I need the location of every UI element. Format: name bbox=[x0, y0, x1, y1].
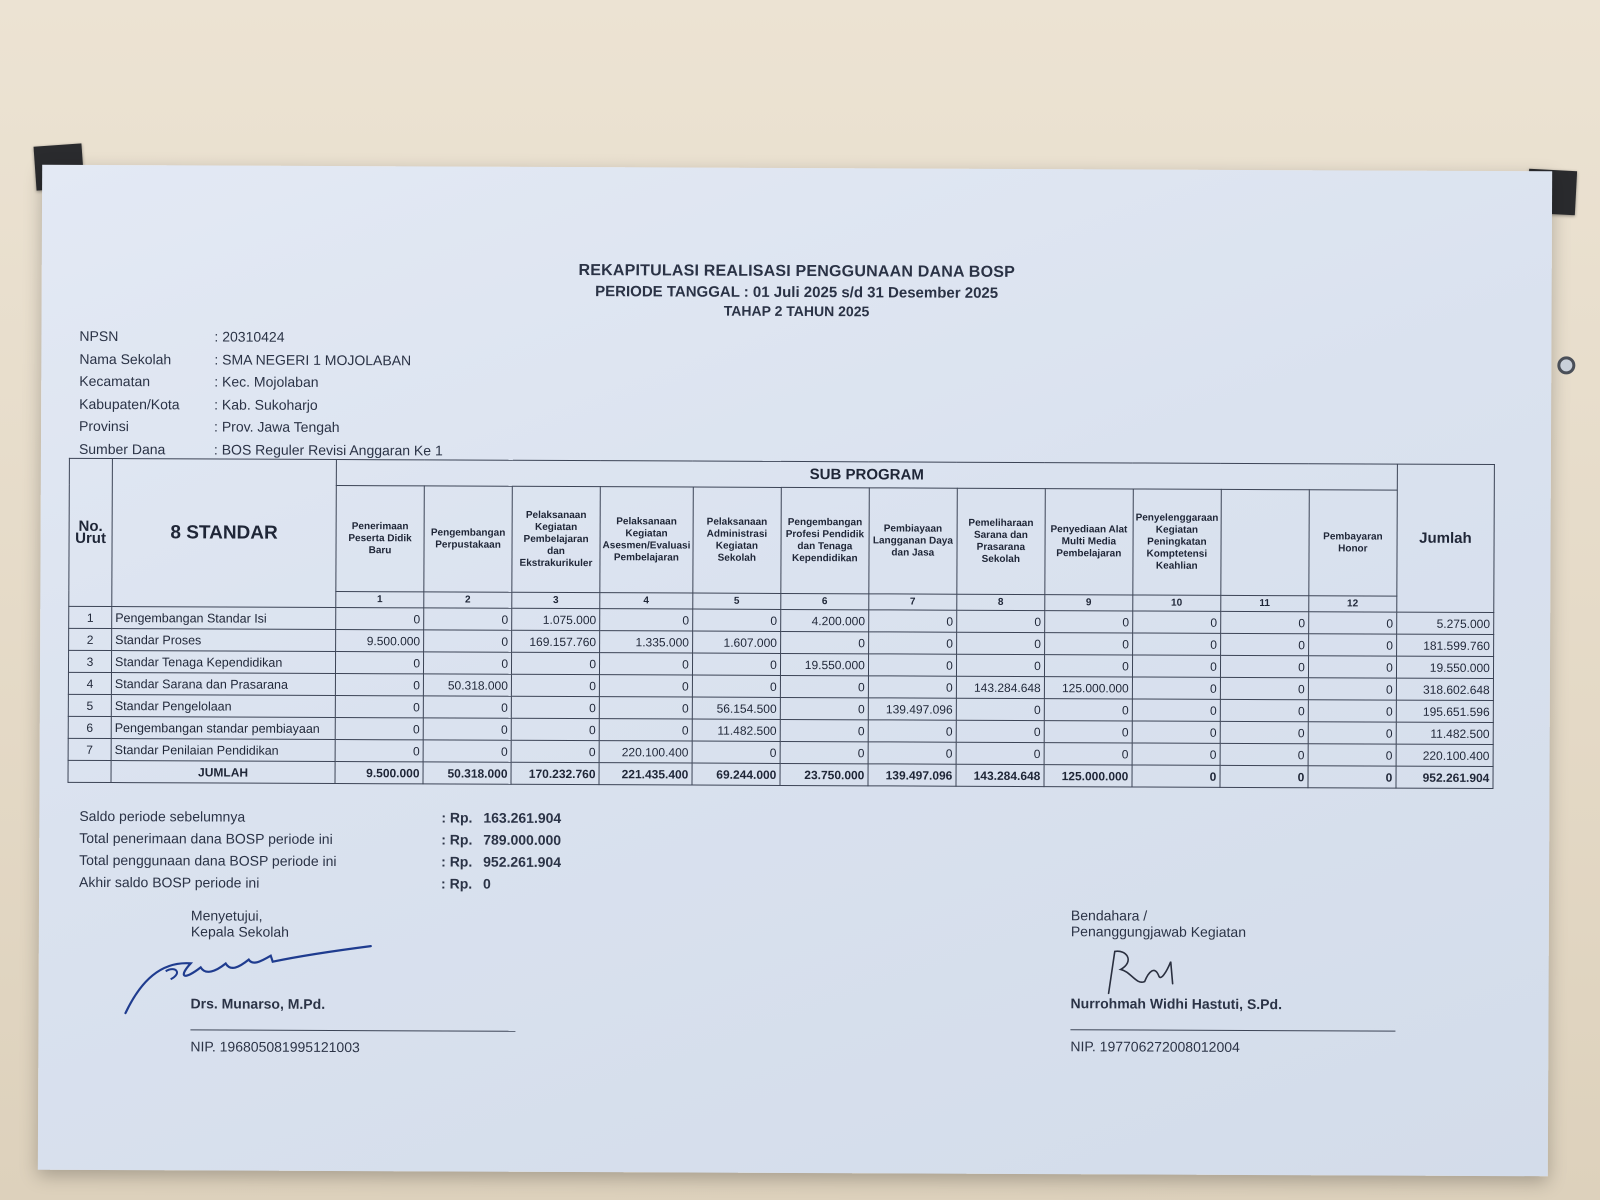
summary-row bbox=[79, 805, 561, 829]
row-total: 318.602.648 bbox=[1396, 678, 1493, 700]
cell-value: 169.157.760 bbox=[512, 630, 600, 652]
cell-value: 0 bbox=[1220, 611, 1308, 633]
cell-value: 4.200.000 bbox=[780, 609, 868, 631]
header-jumlah: Jumlah bbox=[1397, 464, 1495, 612]
summary-value: 163.261.904 bbox=[483, 809, 562, 826]
row-number: 5 bbox=[68, 694, 111, 716]
cell-value: 0 bbox=[335, 673, 423, 695]
cell-value: 0 bbox=[599, 653, 692, 675]
cell-value: 0 bbox=[1220, 633, 1308, 655]
info-value: : Kab. Sukoharjo bbox=[214, 396, 318, 413]
document-period: PERIODE TANGGAL : 01 Juli 2025 s/d 31 Desember 2025 bbox=[595, 283, 999, 302]
bosp-banner bbox=[38, 165, 1552, 1177]
cell-value: 0 bbox=[780, 631, 868, 653]
standard-name: Standar Penilaian Pendidikan bbox=[111, 739, 335, 762]
header-sub-program-column: Pemeliharaan Sarana dan Prasarana Sekolah bbox=[957, 488, 1045, 594]
row-total: 195.651.596 bbox=[1396, 700, 1493, 722]
signature-underline bbox=[190, 1029, 515, 1031]
info-value: : 20310424 bbox=[214, 328, 285, 346]
standard-name: Pengembangan Standar Isi bbox=[112, 607, 336, 630]
row-total: 220.100.400 bbox=[1396, 744, 1493, 766]
cell-value: 0 bbox=[1308, 744, 1396, 766]
cell-value: 0 bbox=[868, 610, 956, 632]
cell-value: 50.318.000 bbox=[423, 674, 511, 696]
cell-value: 0 bbox=[956, 632, 1044, 654]
row-total: 181.599.760 bbox=[1396, 634, 1493, 656]
total-empty-cell bbox=[68, 760, 111, 782]
info-key: Nama Sekolah bbox=[79, 350, 172, 368]
header-row-top bbox=[69, 458, 1494, 490]
cell-value: 0 bbox=[1044, 721, 1132, 743]
total-cell-value: 9.500.000 bbox=[335, 761, 423, 783]
summary-currency: : Rp. bbox=[441, 853, 473, 870]
header-column-number: 2 bbox=[424, 592, 512, 608]
role-label: Kepala Sekolah bbox=[190, 923, 289, 940]
info-value: : SMA NEGERI 1 MOJOLABAN bbox=[214, 351, 412, 369]
cell-value: 0 bbox=[1132, 633, 1220, 655]
cell-value: 0 bbox=[780, 675, 868, 697]
cell-value: 0 bbox=[1220, 677, 1308, 699]
cell-value: 0 bbox=[1044, 699, 1132, 721]
cell-value: 0 bbox=[1220, 721, 1308, 743]
cell-value: 0 bbox=[692, 609, 780, 631]
role-label: Penanggungjawab Kegiatan bbox=[1070, 923, 1247, 940]
signer-nip: NIP. 197706272008012004 bbox=[1070, 1038, 1240, 1055]
cell-value: 0 bbox=[868, 676, 956, 698]
cell-value: 0 bbox=[335, 695, 423, 717]
info-key: Kecamatan bbox=[79, 373, 151, 390]
summary-label: Total penerimaan dana BOSP periode ini bbox=[79, 829, 333, 847]
header-no-urut: No. Urut bbox=[69, 458, 113, 606]
cell-value: 0 bbox=[1044, 633, 1132, 655]
cell-value: 0 bbox=[335, 651, 423, 673]
total-label: JUMLAH bbox=[111, 761, 335, 784]
info-key: Sumber Dana bbox=[78, 440, 166, 458]
cell-value: 0 bbox=[692, 741, 780, 763]
cell-value: 9.500.000 bbox=[336, 629, 424, 651]
cell-value: 0 bbox=[868, 654, 956, 676]
row-total: 11.482.500 bbox=[1396, 722, 1493, 744]
cell-value: 0 bbox=[956, 654, 1044, 676]
cell-value: 0 bbox=[868, 720, 956, 742]
cell-value: 0 bbox=[780, 719, 868, 741]
cell-value: 125.000.000 bbox=[1044, 677, 1132, 699]
cell-value: 0 bbox=[692, 675, 780, 697]
cell-value: 0 bbox=[599, 719, 692, 741]
cell-value: 0 bbox=[780, 697, 868, 719]
cell-value: 0 bbox=[956, 698, 1044, 720]
row-number: 1 bbox=[69, 606, 112, 628]
cell-value: 0 bbox=[1220, 655, 1308, 677]
header-sub-program-column: Pelaksanaan Kegiatan Pembelajaran dan Ekstrakurikuler bbox=[512, 486, 600, 592]
header-column-number: 12 bbox=[1309, 596, 1397, 612]
total-cell-value: 0 bbox=[1132, 765, 1220, 787]
header-column-number: 11 bbox=[1221, 595, 1309, 611]
standard-name: Pengembangan standar pembiayaan bbox=[111, 717, 335, 740]
info-value: : Kec. Mojolaban bbox=[214, 373, 319, 391]
treasurer-label: Bendahara / bbox=[1070, 907, 1148, 924]
total-cell-value: 125.000.000 bbox=[1044, 765, 1132, 787]
cell-value: 139.497.096 bbox=[868, 698, 956, 720]
total-cell-value: 69.244.000 bbox=[692, 763, 780, 785]
summary-currency: : Rp. bbox=[441, 875, 473, 892]
cell-value: 1.335.000 bbox=[600, 631, 693, 653]
summary-label: Total penggunaan dana BOSP periode ini bbox=[79, 851, 337, 870]
cell-value: 0 bbox=[692, 653, 780, 675]
cell-value: 0 bbox=[511, 696, 599, 718]
cell-value: 0 bbox=[1308, 700, 1396, 722]
cell-value: 0 bbox=[780, 741, 868, 763]
header-column-number: 8 bbox=[957, 594, 1045, 610]
header-sub-program: SUB PROGRAM bbox=[336, 459, 1397, 490]
cell-value: 0 bbox=[1044, 743, 1132, 765]
summary-value: 0 bbox=[483, 875, 491, 892]
total-cell-value: 139.497.096 bbox=[868, 764, 956, 786]
info-key: NPSN bbox=[79, 328, 119, 345]
header-column-number: 5 bbox=[693, 593, 781, 609]
summary-row bbox=[79, 871, 561, 895]
approval-label: Menyetujui, bbox=[190, 907, 263, 924]
cell-value: 0 bbox=[600, 609, 693, 631]
row-number: 7 bbox=[68, 738, 111, 760]
cell-value: 0 bbox=[1308, 612, 1396, 634]
cell-value: 0 bbox=[1132, 721, 1220, 743]
cell-value: 1.607.000 bbox=[692, 631, 780, 653]
cell-value: 56.154.500 bbox=[692, 697, 780, 719]
cell-value: 0 bbox=[511, 652, 599, 674]
cell-value: 0 bbox=[1132, 677, 1220, 699]
total-cell-value: 221.435.400 bbox=[599, 763, 692, 785]
info-row bbox=[79, 347, 443, 371]
header-sub-program-column: Pengembangan Profesi Pendidik dan Tenaga Kependidikan bbox=[781, 487, 869, 593]
row-total: 19.550.000 bbox=[1396, 656, 1493, 678]
standard-name: Standar Tenaga Kependidikan bbox=[111, 651, 335, 674]
header-sub-program-column: Pembiayaan Langganan Daya dan Jasa bbox=[869, 488, 957, 594]
cell-value: 0 bbox=[1220, 743, 1308, 765]
header-sub-program-column: Penyediaan Alat Multi Media Pembelajaran bbox=[1045, 489, 1133, 595]
signer-nip: NIP. 196805081995121003 bbox=[190, 1038, 360, 1056]
header-column-number: 1 bbox=[336, 591, 424, 607]
summary-label: Saldo periode sebelumnya bbox=[79, 807, 246, 825]
cell-value: 0 bbox=[335, 717, 423, 739]
cell-value: 0 bbox=[1308, 634, 1396, 656]
summary-currency: : Rp. bbox=[441, 809, 473, 826]
row-number: 3 bbox=[68, 650, 111, 672]
cell-value: 0 bbox=[336, 607, 424, 629]
info-value: : BOS Reguler Revisi Anggaran Ke 1 bbox=[213, 441, 443, 459]
signature-underline bbox=[1070, 1029, 1395, 1031]
grommet-icon bbox=[1557, 356, 1575, 374]
summary-value: 952.261.904 bbox=[483, 853, 562, 870]
info-value: : Prov. Jawa Tengah bbox=[214, 418, 340, 436]
treasurer-signature bbox=[1097, 941, 1197, 1001]
total-cell-value: 143.284.648 bbox=[956, 764, 1044, 786]
header-column-number: 9 bbox=[1045, 595, 1133, 611]
row-number: 2 bbox=[69, 628, 112, 650]
header-column-number: 10 bbox=[1133, 595, 1221, 611]
header-column-number: 4 bbox=[600, 593, 693, 609]
cell-value: 0 bbox=[423, 696, 511, 718]
school-info bbox=[79, 325, 443, 462]
cell-value: 0 bbox=[1308, 656, 1396, 678]
cell-value: 0 bbox=[1220, 699, 1308, 721]
total-cell-value: 0 bbox=[1308, 766, 1396, 788]
grand-total: 952.261.904 bbox=[1396, 766, 1493, 788]
standard-name: Standar Sarana dan Prasarana bbox=[111, 673, 335, 696]
cell-value: 0 bbox=[511, 674, 599, 696]
cell-value: 0 bbox=[424, 608, 512, 630]
cell-value: 0 bbox=[956, 610, 1044, 632]
header-column-number: 3 bbox=[512, 592, 600, 608]
info-key: Provinsi bbox=[79, 418, 129, 435]
cell-value: 0 bbox=[599, 697, 692, 719]
cell-value: 0 bbox=[1132, 743, 1220, 765]
summary-row bbox=[79, 849, 561, 873]
row-total: 5.275.000 bbox=[1396, 612, 1493, 634]
cell-value: 0 bbox=[423, 652, 511, 674]
cell-value: 0 bbox=[424, 630, 512, 652]
header-sub-program-column: Pembayaran Honor bbox=[1309, 490, 1397, 596]
document-title: REKAPITULASI REALISASI PENGGUNAAN DANA BOSP bbox=[578, 262, 1016, 281]
header-sub-program-column: Pelaksanaan Kegiatan Asesmen/Evaluasi Pembelajaran bbox=[600, 487, 693, 593]
info-row bbox=[79, 325, 443, 349]
cell-value: 143.284.648 bbox=[956, 676, 1044, 698]
header-sub-program-column: Penyelenggaraan Kegiatan Peningkatan Komptetensi Keahlian bbox=[1133, 489, 1221, 595]
info-row bbox=[79, 392, 443, 416]
cell-value: 0 bbox=[1308, 722, 1396, 744]
document-stage: TAHAP 2 TAHUN 2025 bbox=[723, 302, 870, 320]
realization-table bbox=[68, 458, 1495, 789]
header-sub-program-column bbox=[1221, 489, 1309, 595]
cell-value: 0 bbox=[1132, 699, 1220, 721]
summary-value: 789.000.000 bbox=[483, 831, 562, 848]
row-number: 6 bbox=[68, 716, 111, 738]
standard-name: Standar Pengelolaan bbox=[111, 695, 335, 718]
info-row bbox=[79, 415, 443, 439]
summary-currency: : Rp. bbox=[441, 831, 473, 848]
cell-value: 0 bbox=[423, 740, 511, 762]
cell-value: 0 bbox=[335, 739, 423, 761]
cell-value: 1.075.000 bbox=[512, 608, 600, 630]
balance-summary bbox=[79, 805, 561, 895]
cell-value: 0 bbox=[1132, 611, 1220, 633]
total-cell-value: 170.232.760 bbox=[511, 762, 599, 784]
cell-value: 0 bbox=[423, 718, 511, 740]
cell-value: 0 bbox=[956, 742, 1044, 764]
header-sub-program-column: Penerimaan Peserta Didik Baru bbox=[336, 485, 424, 591]
cell-value: 0 bbox=[511, 718, 599, 740]
cell-value: 0 bbox=[599, 675, 692, 697]
cell-value: 0 bbox=[1308, 678, 1396, 700]
cell-value: 0 bbox=[1044, 655, 1132, 677]
header-sub-program-column: Pengembangan Perpustakaan bbox=[424, 486, 512, 592]
total-cell-value: 50.318.000 bbox=[423, 762, 511, 784]
header-8-standar: 8 STANDAR bbox=[112, 459, 337, 608]
signer-name: Nurrohmah Widhi Hastuti, S.Pd. bbox=[1070, 995, 1283, 1013]
cell-value: 11.482.500 bbox=[692, 719, 780, 741]
cell-value: 19.550.000 bbox=[780, 653, 868, 675]
cell-value: 0 bbox=[868, 742, 956, 764]
summary-row bbox=[79, 827, 561, 851]
headmaster-signature bbox=[120, 941, 380, 1022]
signer-name: Drs. Munarso, M.Pd. bbox=[190, 995, 326, 1012]
info-key: Kabupaten/Kota bbox=[79, 395, 180, 413]
total-cell-value: 23.750.000 bbox=[780, 763, 868, 785]
cell-value: 0 bbox=[1132, 655, 1220, 677]
standard-name: Standar Proses bbox=[112, 629, 336, 652]
info-row bbox=[79, 370, 443, 394]
cell-value: 0 bbox=[956, 720, 1044, 742]
document-title-block bbox=[42, 260, 1552, 323]
header-column-number: 7 bbox=[869, 594, 957, 610]
cell-value: 0 bbox=[868, 632, 956, 654]
row-number: 4 bbox=[68, 672, 111, 694]
summary-label: Akhir saldo BOSP periode ini bbox=[79, 873, 260, 891]
header-column-number: 6 bbox=[781, 593, 869, 609]
cell-value: 0 bbox=[511, 740, 599, 762]
cell-value: 220.100.400 bbox=[599, 741, 692, 763]
header-sub-program-column: Pelaksanaan Administrasi Kegiatan Sekolah bbox=[693, 487, 781, 593]
total-cell-value: 0 bbox=[1220, 765, 1308, 787]
cell-value: 0 bbox=[1044, 611, 1132, 633]
